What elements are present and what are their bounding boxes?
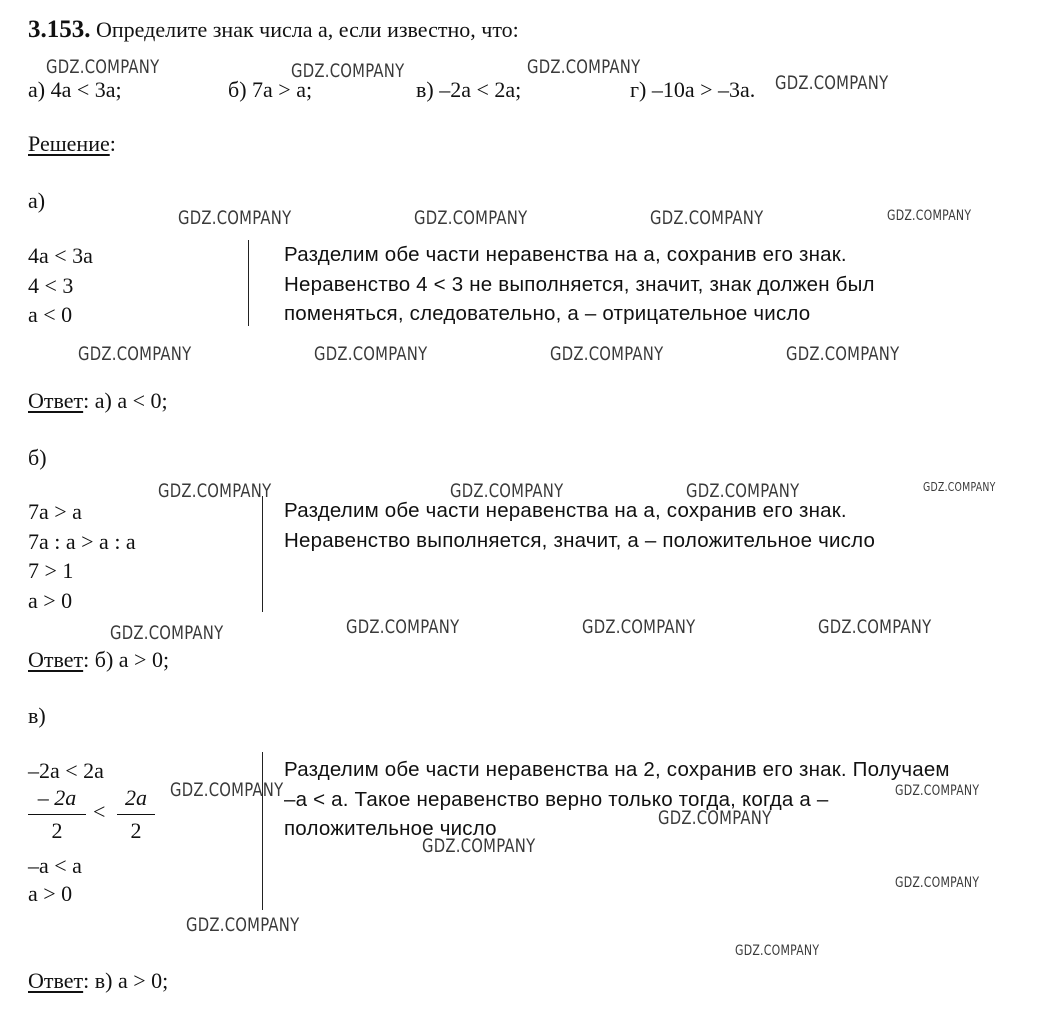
answer-label: Ответ	[28, 388, 84, 413]
solution-label: Решение	[28, 131, 110, 156]
watermark: GDZ.COMPANY	[786, 343, 900, 365]
fraction-right-denominator: 2	[130, 818, 142, 843]
solution-heading	[28, 131, 116, 157]
watermark: GDZ.COMPANY	[887, 208, 972, 224]
fraction-right-numerator: 2a	[125, 785, 147, 810]
part-c-answer-value: : в) а > 0;	[83, 968, 169, 993]
part-a-answer	[28, 388, 168, 414]
watermark: GDZ.COMPANY	[158, 480, 272, 502]
part-c-divider	[262, 752, 263, 910]
part-a-divider	[248, 240, 249, 326]
part-c-explanation-line: положительное число	[284, 817, 497, 840]
fraction-comparison-sign: <	[93, 799, 106, 824]
watermark: GDZ.COMPANY	[650, 207, 764, 229]
condition-d: г) –10а > –3а.	[630, 77, 756, 102]
fraction-right-bar	[117, 814, 155, 815]
watermark: GDZ.COMPANY	[314, 343, 428, 365]
watermark: GDZ.COMPANY	[527, 56, 641, 78]
part-c-explanation-line: Разделим обе части неравенства на 2, сохранив его знак. Получаем	[284, 758, 950, 781]
fraction-left-bar	[28, 814, 86, 815]
watermark: GDZ.COMPANY	[78, 343, 192, 365]
condition-c: в) –2а < 2а;	[416, 77, 522, 102]
watermark: GDZ.COMPANY	[775, 72, 889, 94]
part-b-answer-value: : б) а > 0;	[83, 647, 170, 672]
watermark: GDZ.COMPANY	[414, 207, 528, 229]
part-a-explanation-line: Неравенство 4 < 3 не выполняется, значит, знак должен был	[284, 273, 875, 296]
exercise-statement: Определите знак числа а, если известно, что:	[96, 17, 519, 42]
part-a-step: а < 0	[28, 302, 73, 327]
part-b-step: 7а > а	[28, 499, 82, 524]
solution-colon: :	[109, 131, 116, 156]
part-a-step: 4 < 3	[28, 273, 74, 298]
part-c-step: –а < а	[28, 853, 82, 878]
condition-b: б) 7а > а;	[228, 77, 313, 102]
watermark: GDZ.COMPANY	[422, 835, 536, 857]
watermark: GDZ.COMPANY	[895, 875, 980, 891]
exercise-number: 3.153.	[28, 16, 91, 43]
part-a-explanation-line: поменяться, следовательно, а – отрицательное число	[284, 302, 811, 325]
watermark: GDZ.COMPANY	[46, 56, 160, 78]
part-b-step: 7а : а > а : а	[28, 529, 136, 554]
part-a-step: 4а < 3а	[28, 243, 93, 268]
part-c-answer	[28, 968, 168, 994]
watermark: GDZ.COMPANY	[550, 343, 664, 365]
part-a-label: а)	[28, 188, 46, 213]
part-b-divider	[262, 496, 263, 612]
part-b-answer	[28, 647, 169, 673]
part-c-explanation-line: –а < а. Такое неравенство верно только тогда, когда а –	[284, 788, 829, 811]
fraction-left-numerator: – 2a	[37, 785, 77, 810]
part-b-step: 7 > 1	[28, 558, 74, 583]
part-b-step: а > 0	[28, 588, 73, 613]
part-b-explanation-line: Неравенство выполняется, значит, а – положительное число	[284, 529, 876, 552]
watermark: GDZ.COMPANY	[923, 480, 996, 494]
watermark: GDZ.COMPANY	[110, 622, 224, 644]
part-b-explanation-line: Разделим обе части неравенства на а, сохранив его знак.	[284, 499, 847, 522]
condition-a: а) 4а < 3а;	[28, 77, 122, 102]
part-c-label: в)	[28, 703, 46, 728]
watermark: GDZ.COMPANY	[735, 943, 820, 959]
watermark: GDZ.COMPANY	[895, 783, 980, 799]
part-b-label: б)	[28, 445, 47, 470]
part-a-explanation-line: Разделим обе части неравенства на а, сохранив его знак.	[284, 243, 847, 266]
answer-label: Ответ	[28, 647, 84, 672]
watermark: GDZ.COMPANY	[818, 616, 932, 638]
part-c-step: –2а < 2а	[28, 758, 104, 783]
answer-label: Ответ	[28, 968, 84, 993]
watermark: GDZ.COMPANY	[658, 807, 772, 829]
fraction-left	[28, 785, 86, 844]
fraction-left-denominator: 2	[51, 818, 63, 843]
watermark: GDZ.COMPANY	[186, 914, 300, 936]
watermark: GDZ.COMPANY	[291, 60, 405, 82]
watermark: GDZ.COMPANY	[346, 616, 460, 638]
part-a-answer-value: : а) а < 0;	[83, 388, 168, 413]
watermark: GDZ.COMPANY	[686, 480, 800, 502]
watermark: GDZ.COMPANY	[178, 207, 292, 229]
watermark: GDZ.COMPANY	[582, 616, 696, 638]
watermark: GDZ.COMPANY	[170, 779, 284, 801]
fraction-right	[117, 785, 155, 844]
watermark: GDZ.COMPANY	[450, 480, 564, 502]
exercise-heading	[28, 16, 519, 44]
part-c-step: а > 0	[28, 881, 73, 906]
